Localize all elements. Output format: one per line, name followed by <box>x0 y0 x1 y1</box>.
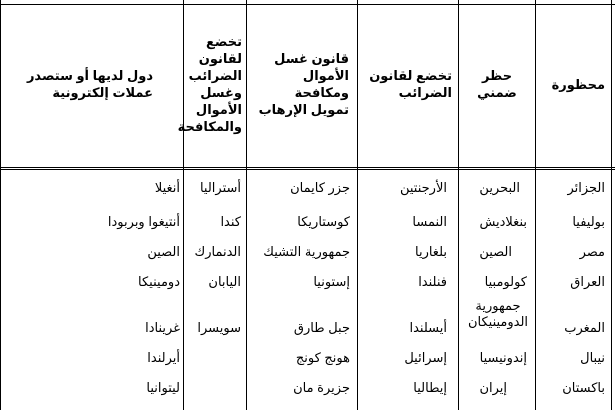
cell-implicit-ban: البحرين <box>479 180 520 195</box>
cell-aml-cft: كوستاريكا <box>297 214 350 229</box>
header-aml-cft: قانون غسل الأموال ومكافحة تمويل الإرهاب <box>258 51 349 117</box>
cell-tax-aml: كندا <box>220 214 241 229</box>
cell-tax-law: أيسلندا <box>409 320 447 335</box>
cell-banned: باكستان <box>562 380 605 395</box>
cell-tax-law: إسرائيل <box>404 350 447 365</box>
cell-banned: مصر <box>579 244 605 259</box>
cell-e-currency: الصين <box>147 244 180 259</box>
cell-tax-aml: اليابان <box>208 274 241 289</box>
cell-implicit-ban: كولومبيا <box>484 274 527 289</box>
cell-tax-aml: الدنمارك <box>194 244 241 259</box>
cell-aml-cft: جمهورية التشيك <box>263 244 350 259</box>
cell-implicit-ban: الصين <box>479 244 512 259</box>
header-tax-aml: تخضع لقانون الضرائب وغسل الأموال والمكافحة <box>177 34 242 134</box>
table-border-right <box>611 0 612 410</box>
cell-e-currency: غرينادا <box>145 320 180 335</box>
cell-implicit-ban: إندونيسيا <box>479 350 527 365</box>
cell-e-currency: أنتيغوا وبربودا <box>107 214 180 229</box>
header-tax-law: تخضع لقانون الضرائب <box>369 68 452 100</box>
header-e-currency: دول لديها أو ستصدر عملات إلكترونية <box>26 68 153 100</box>
cell-aml-cft: هونج كونج <box>295 350 350 365</box>
cell-e-currency: ليتوانيا <box>146 380 180 395</box>
cell-tax-law: إيطاليا <box>413 380 447 395</box>
cell-tax-law: بلغاريا <box>414 244 447 259</box>
cell-tax-law: الأرجنتين <box>399 180 447 195</box>
cell-aml-cft: جزيرة مان <box>293 380 350 395</box>
cell-implicit-ban: إيران <box>479 380 507 395</box>
cell-aml-cft: جبل طارق <box>293 320 350 335</box>
cell-implicit-ban: بنغلاديش <box>479 214 527 229</box>
cell-tax-law: فنلندا <box>418 274 447 289</box>
header-banned: محظورة <box>551 76 605 92</box>
cell-e-currency: أيرلندا <box>147 350 180 365</box>
cell-tax-aml: أستراليا <box>199 180 241 195</box>
cell-banned: العراق <box>570 274 605 289</box>
cell-tax-aml: سويسرا <box>197 320 241 335</box>
header-implicit-ban: حظر ضمني <box>477 68 517 100</box>
cell-banned: المغرب <box>564 320 605 335</box>
cell-e-currency: أنغيلا <box>154 180 180 195</box>
cell-aml-cft: إستونيا <box>313 274 350 289</box>
cell-tax-law: النمسا <box>412 214 447 229</box>
cell-banned: الجزائر <box>567 180 605 195</box>
cell-banned: بوليفيا <box>572 214 605 229</box>
cell-banned: نيبال <box>580 350 605 365</box>
cell-implicit-ban: جمهورية الدومينيكان <box>467 298 529 329</box>
cell-aml-cft: جزر كايمان <box>290 180 350 195</box>
cell-e-currency: دومينيكا <box>138 274 180 289</box>
